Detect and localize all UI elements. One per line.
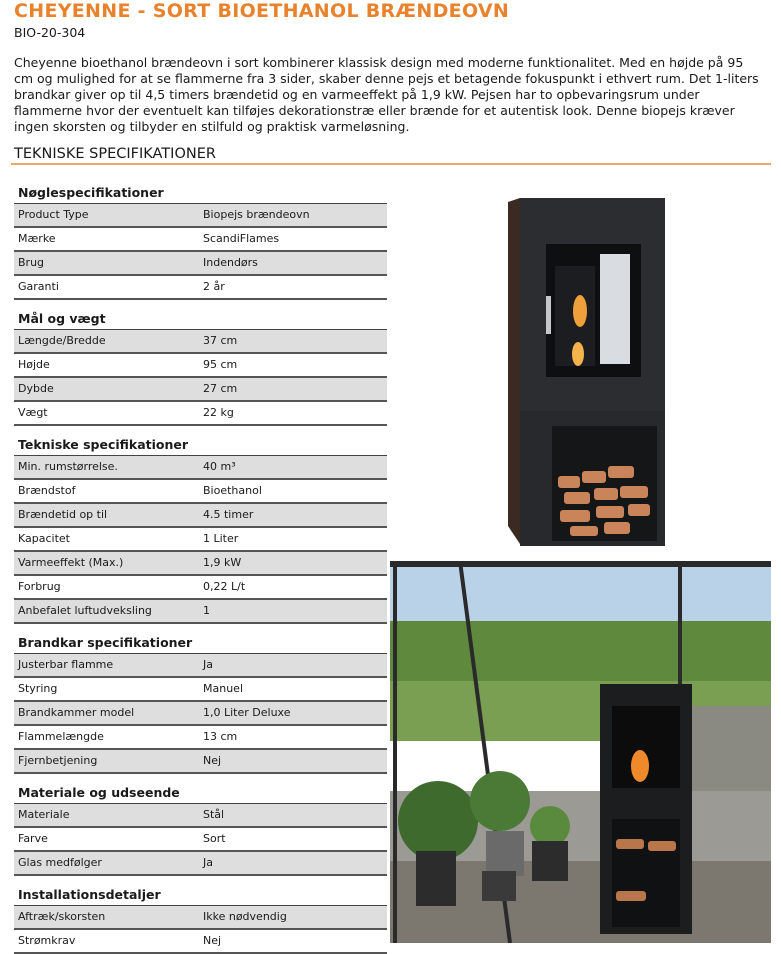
spec-label: Brug: [18, 256, 45, 269]
spec-label: Brændstof: [18, 484, 76, 497]
spec-value: Ja: [203, 856, 213, 869]
spec-group-title: Materiale og udseende: [18, 785, 180, 800]
spec-value: 0,22 L/t: [203, 580, 246, 593]
spec-value: 22 kg: [203, 406, 234, 419]
spec-label: Brændetid op til: [18, 508, 108, 521]
spec-value: 27 cm: [203, 382, 238, 395]
spec-label: Styring: [18, 682, 58, 695]
spec-row: [14, 930, 387, 954]
spec-row: [14, 528, 387, 552]
spec-label: Anbefalet luftudveksling: [18, 604, 152, 617]
spec-group: [14, 182, 387, 300]
spec-row: [14, 354, 387, 378]
spec-value: Bioethanol: [203, 484, 262, 497]
stove-greenhouse-photo: [390, 561, 771, 943]
spec-label: Flammelængde: [18, 730, 104, 743]
spec-row: [14, 852, 387, 876]
spec-value: Manuel: [203, 682, 243, 695]
spec-row: [14, 252, 387, 276]
spec-value: 4.5 timer: [203, 508, 254, 521]
spec-label: Højde: [18, 358, 50, 371]
spec-group: [14, 782, 387, 876]
spec-label: Materiale: [18, 808, 70, 821]
spec-label: Mærke: [18, 232, 56, 245]
spec-label: Justerbar flamme: [18, 658, 114, 671]
spec-value: Nej: [203, 754, 222, 767]
spec-value: ScandiFlames: [203, 232, 280, 245]
spec-label: Varmeeffekt (Max.): [18, 556, 124, 569]
spec-row: [14, 504, 387, 528]
spec-group-title: Tekniske specifikationer: [18, 437, 189, 452]
specs-heading: TEKNISKE SPECIFIKATIONER: [14, 146, 216, 162]
spec-row: [14, 600, 387, 624]
spec-row: [14, 480, 387, 504]
spec-row: [14, 576, 387, 600]
spec-label: Forbrug: [18, 580, 61, 593]
spec-label: Min. rumstørrelse.: [18, 460, 118, 473]
spec-value: 95 cm: [203, 358, 238, 371]
spec-row: [14, 750, 387, 774]
spec-label: Strømkrav: [18, 934, 76, 947]
spec-row: [14, 228, 387, 252]
stove-product-image: [500, 196, 675, 546]
spec-row: [14, 678, 387, 702]
spec-group: [14, 308, 387, 426]
spec-value: Sort: [203, 832, 226, 845]
product-title: CHEYENNE - SORT BIOETHANOL BRÆNDEOVN: [14, 0, 510, 22]
spec-value: 1,9 kW: [203, 556, 242, 569]
spec-value: Stål: [203, 808, 225, 821]
spec-value: 2 år: [203, 280, 225, 293]
spec-group: [14, 434, 387, 624]
spec-group-title: Installationsdetaljer: [18, 887, 161, 902]
spec-label: Farve: [18, 832, 48, 845]
spec-row: [14, 906, 387, 930]
spec-value: 37 cm: [203, 334, 238, 347]
spec-value: 1 Liter: [203, 532, 239, 545]
spec-value: Biopejs brændeovn: [203, 208, 310, 221]
spec-row: [14, 702, 387, 726]
spec-label: Dybde: [18, 382, 54, 395]
spec-row: [14, 804, 387, 828]
spec-label: Vægt: [18, 406, 48, 419]
spec-row: [14, 828, 387, 852]
spec-row: [14, 402, 387, 426]
spec-tables: [14, 182, 387, 954]
spec-value: Nej: [203, 934, 222, 947]
spec-group: [14, 632, 387, 774]
product-sku: BIO-20-304: [14, 25, 86, 40]
spec-label: Kapacitet: [18, 532, 70, 545]
spec-value: Ikke nødvendig: [203, 910, 287, 923]
spec-row: [14, 204, 387, 228]
spec-row: [14, 456, 387, 480]
spec-value: Ja: [203, 658, 213, 671]
spec-label: Glas medfølger: [18, 856, 102, 869]
specs-divider: [11, 163, 771, 165]
spec-value: 13 cm: [203, 730, 238, 743]
spec-row: [14, 654, 387, 678]
spec-group-title: Mål og vægt: [18, 311, 106, 326]
spec-row: [14, 330, 387, 354]
spec-value: 40 m³: [203, 460, 236, 473]
spec-label: Aftræk/skorsten: [18, 910, 106, 923]
spec-value: 1: [203, 604, 210, 617]
spec-row: [14, 726, 387, 750]
spec-value: Indendørs: [203, 256, 258, 269]
spec-value: 1,0 Liter Deluxe: [203, 706, 291, 719]
spec-row: [14, 276, 387, 300]
spec-label: Brandkammer model: [18, 706, 135, 719]
product-description: Cheyenne bioethanol brændeovn i sort kombinerer klassisk design med moderne funktionalitet. Med en højde på 95 cm og mulighed for at se flammerne fra 3 sider, skaber denne pejs et betagende fokuspunkt i ethvert rum. Det 1-liters brandkar giver op til 4,5 timers brændetid og en varmeeffekt på 1,9 kW. Pejsen har to opbevaringsrum under flammerne hvor der eventuelt kan tilføjes dekorationstræ eller brænde for et autentisk look. Denne biopejs kræver ingen skorsten og tilbyder en stilfuld og praktisk varmeløsning.: [14, 55, 759, 134]
spec-label: Længde/Bredde: [18, 334, 106, 347]
spec-label: Garanti: [18, 280, 59, 293]
spec-label: Product Type: [18, 208, 89, 221]
spec-group-title: Nøglespecifikationer: [18, 185, 164, 200]
spec-row: [14, 378, 387, 402]
spec-group: [14, 884, 387, 954]
spec-row: [14, 552, 387, 576]
spec-label: Fjernbetjening: [18, 754, 98, 767]
spec-group-title: Brandkar specifikationer: [18, 635, 193, 650]
